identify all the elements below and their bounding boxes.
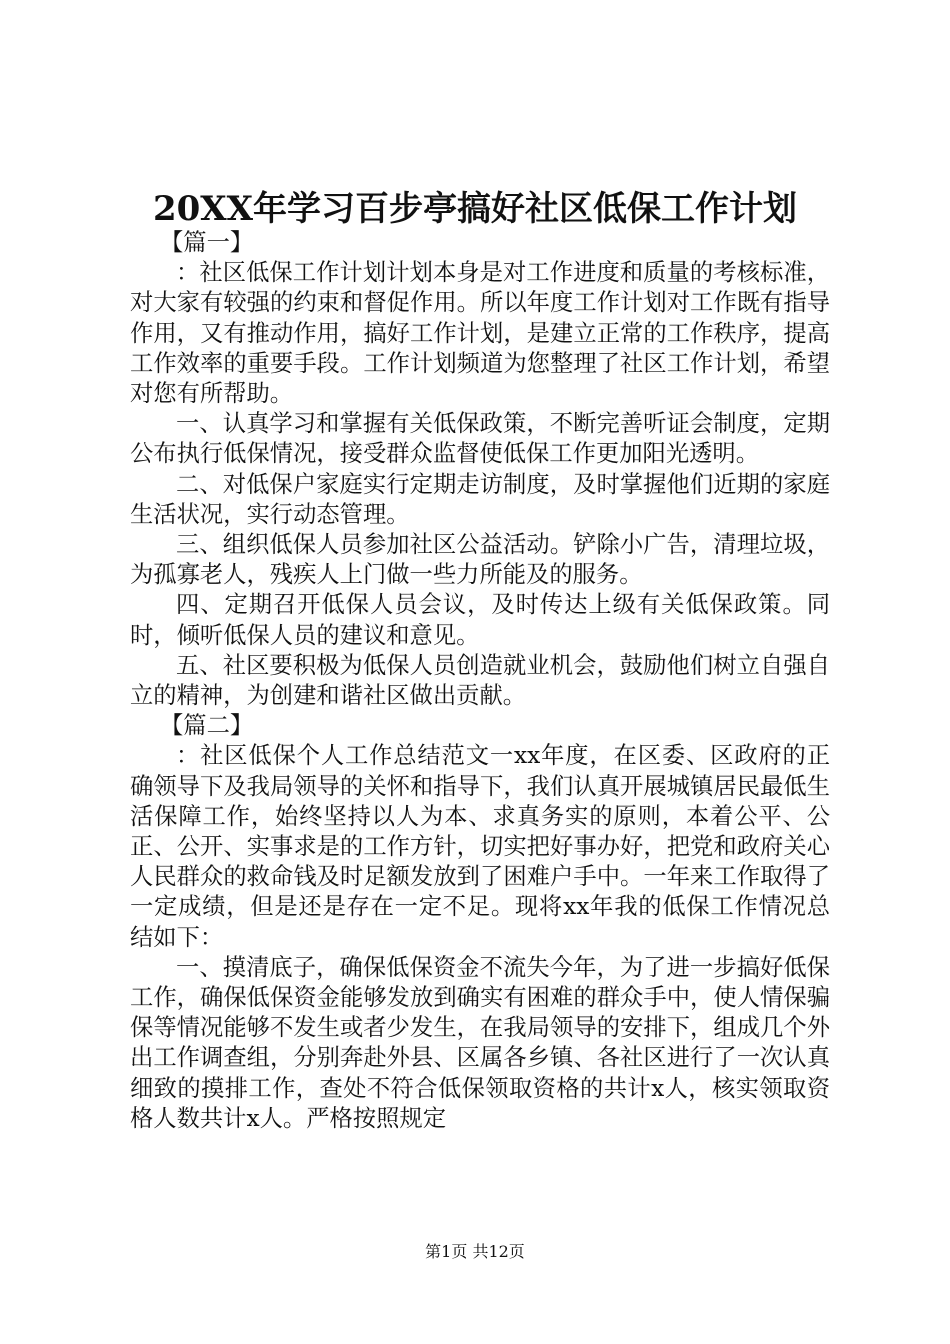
paragraph: 四、定期召开低保人员会议，及时传达上级有关低保政策。同时，倾听低保人员的建议和意见。 <box>130 591 830 649</box>
section-heading-2: 【篇二】 <box>160 712 254 740</box>
paragraph: ：社区低保工作计划计划本身是对工作进度和质量的考核标准，对大家有较强的约束和督促作用。所以年度工作计划对工作既有指导作用，又有推动作用，搞好工作计划，是建立正常的工作秩序，提高工作效率的重要手段。工作计划频道为您整理了社区工作计划，希望对您有所帮助。 <box>130 259 830 408</box>
document-title: 20XX年学习百步亭搞好社区低保工作计划 <box>152 189 798 229</box>
document-body <box>130 228 830 1134</box>
paragraph: 五、社区要积极为低保人员创造就业机会，鼓励他们树立自强自立的精神，为创建和谐社区做出贡献。 <box>130 651 830 710</box>
paragraph: 一、认真学习和掌握有关低保政策，不断完善听证会制度，定期公布执行低保情况，接受群众监督使低保工作更加阳光透明。 <box>130 410 830 468</box>
paragraph: 三、组织低保人员参加社区公益活动。铲除小广告，清理垃圾，为孤寡老人，残疾人上门做一些力所能及的服务。 <box>130 531 830 589</box>
paragraph: ：社区低保个人工作总结范文一xx年度，在区委、区政府的正确领导下及我局领导的关怀和指导下，我们认真开展城镇居民最低生活保障工作，始终坚持以人为本、求真务实的原则，本着公平、公正、公开、实事求是的工作方针，切实把好事办好，把党和政府关心人民群众的救命钱及时足额发放到了困难户手中。一年来工作取得了一定成绩，但是还是存在一定不足。现将xx年我的低保工作情况总结如下： <box>130 742 830 951</box>
paragraph: 一、摸清底子，确保低保资金不流失今年，为了进一步搞好低保工作，确保低保资金能够发放到确实有困难的群众手中，使人情保骗保等情况能够不发生或者少发生，在我局领导的安排下，组成几个外出工作调查组，分别奔赴外县、区属各乡镇、各社区进行了一次认真细致的摸排工作，查处不符合低保领取资格的共计x人，核实领取资格人数共计x人。严格按照规定 <box>130 953 830 1132</box>
paragraph: 二、对低保户家庭实行定期走访制度，及时掌握他们近期的家庭生活状况，实行动态管理。 <box>130 470 830 528</box>
section-heading-1: 【篇一】 <box>160 229 254 256</box>
page-footer: 第1页 共12页 <box>425 1242 525 1261</box>
